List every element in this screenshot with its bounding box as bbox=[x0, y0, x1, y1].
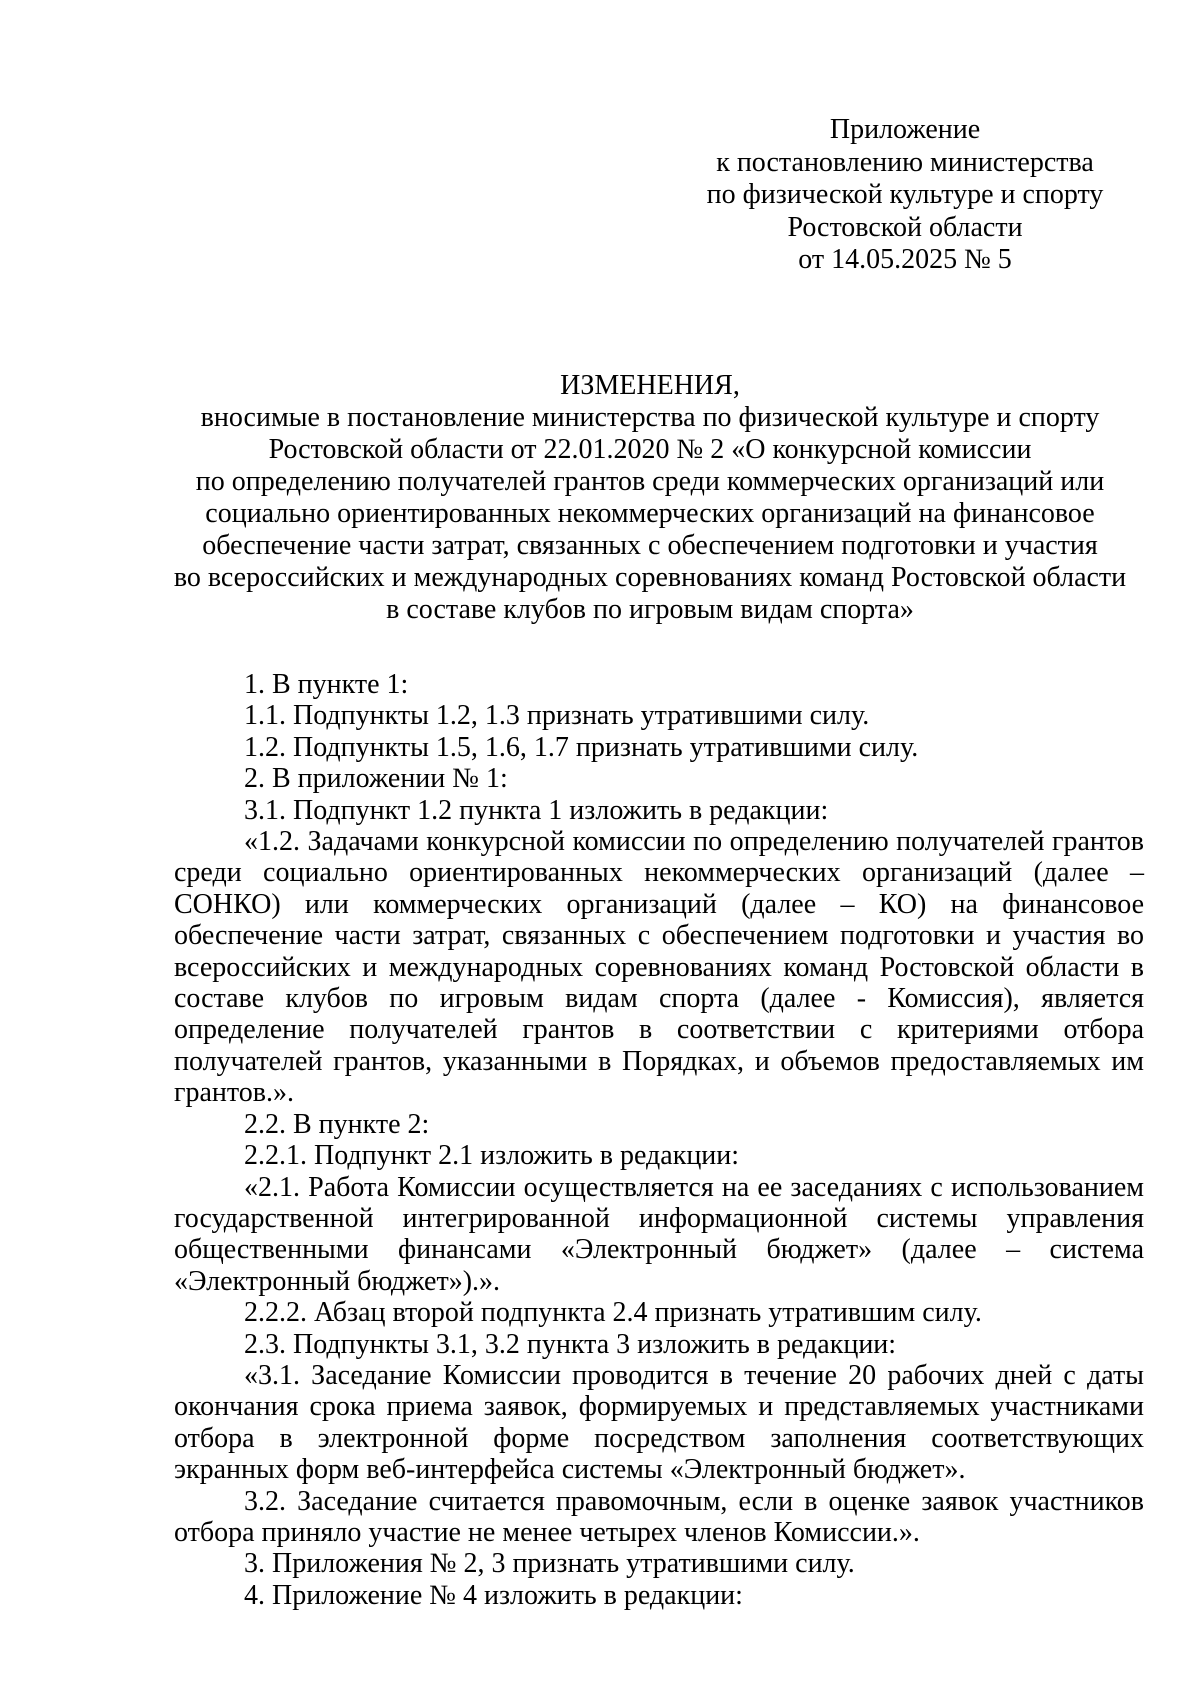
paragraph: 2.2.1. Подпункт 2.1 изложить в редакции: bbox=[244, 1140, 740, 1172]
title-line: обеспечение части затрат, связанных с обеспечением подготовки и участия bbox=[202, 530, 1098, 561]
paragraph: 3. Приложения № 2, 3 признать утратившими силу. bbox=[244, 1548, 855, 1580]
title-line: по определению получателей грантов среди коммерческих организаций или bbox=[195, 466, 1105, 497]
paragraph: 3.1. Подпункт 1.2 пункта 1 изложить в редакции: bbox=[244, 794, 829, 826]
paragraph: «2.1. Работа Комиссии осуществляется на ее заседаниях с использованием государственной интегрированной информационной системы управления общественными финансами «Электронный бюджет» (далее – система «Электронный бюджет»).». bbox=[174, 1171, 1144, 1297]
paragraph: 4. Приложение № 4 изложить в редакции: bbox=[244, 1579, 743, 1611]
appendix-line: Приложение bbox=[829, 114, 981, 145]
paragraph: «1.2. Задачами конкурсной комиссии по определению получателей грантов среди социально ориентированных некоммерческих организаций (далее – СОНКО) или коммерческих организаций (далее – КО) на финансовое обеспечение части затрат, связанных с обеспечением подготовки и участия во всероссийских и международных соревнованиях команд Ростовской области в составе клубов по игровым видам спорта (далее - Комиссия), является определение получателей грантов в соответствии с критериями отбора получателей грантов, указанными в Порядках, и объемов предоставляемых им грантов.». bbox=[174, 826, 1144, 1109]
paragraph: 1.2. Подпункты 1.5, 1.6, 1.7 признать утратившими силу. bbox=[244, 731, 919, 763]
title-heading: ИЗМЕНЕНИЯ, bbox=[560, 370, 740, 401]
document-title bbox=[160, 370, 1140, 626]
title-line: во всероссийских и международных соревнованиях команд Ростовской области bbox=[173, 562, 1127, 593]
title-line: вносимые в постановление министерства по физической культуре и спорту bbox=[200, 402, 1100, 433]
appendix-header bbox=[680, 114, 1130, 277]
paragraph: 1. В пункте 1: bbox=[244, 669, 409, 700]
paragraph: «3.1. Заседание Комиссии проводится в течение 20 рабочих дней с даты окончания срока приема заявок, формируемых и представляемых участниками отбора в электронной форме посредством заполнения соответствующих экранных форм веб-интерфейса системы «Электронный бюджет». bbox=[174, 1359, 1144, 1486]
appendix-line: к постановлению министерства bbox=[716, 146, 1094, 178]
document-body bbox=[174, 669, 1144, 1611]
paragraph: 2.2. В пункте 2: bbox=[244, 1108, 430, 1140]
appendix-line: по физической культуре и спорту bbox=[706, 179, 1104, 210]
paragraph: 1.1. Подпункты 1.2, 1.3 признать утратившими силу. bbox=[244, 700, 870, 732]
title-line: Ростовской области от 22.01.2020 № 2 «О конкурсной комиссии bbox=[268, 434, 1032, 465]
paragraph: 2.2.2. Абзац второй подпункта 2.4 признать утратившим силу. bbox=[244, 1297, 982, 1329]
appendix-date-number: от 14.05.2025 № 5 bbox=[798, 244, 1012, 275]
title-line: в составе клубов по игровым видам спорта» bbox=[386, 594, 914, 625]
title-line: социально ориентированных некоммерческих организаций на финансовое bbox=[205, 498, 1095, 529]
paragraph: 2.3. Подпункты 3.1, 3.2 пункта 3 изложить в редакции: bbox=[244, 1328, 897, 1360]
appendix-line: Ростовской области bbox=[787, 211, 1023, 243]
paragraph: 3.2. Заседание считается правомочным, если в оценке заявок участников отбора приняло участие не менее четырех членов Комиссии.». bbox=[174, 1485, 1144, 1548]
paragraph: 2. В приложении № 1: bbox=[244, 763, 508, 795]
